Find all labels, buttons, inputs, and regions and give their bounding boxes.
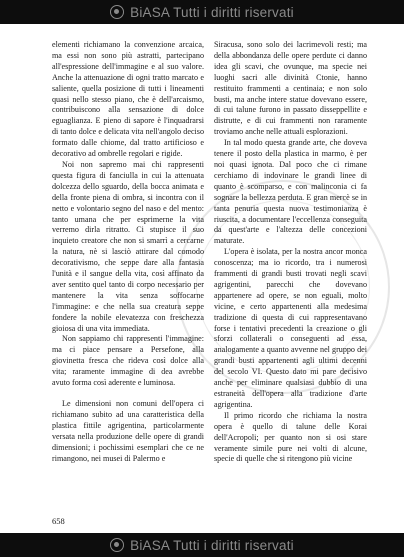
paragraph: Non sappiamo chi rappresenti l'immagine: ma ci piace pensare a Persefone, alla giovinetta fresca che rideva così dolce alla vita; raramente immagine di dea avrebbe avuto forma così aderente e luminosa. bbox=[52, 334, 204, 388]
text-column-right bbox=[214, 40, 367, 465]
watermark-banner-top bbox=[0, 0, 404, 24]
paragraph: Le dimensioni non comuni dell'opera ci richiamano subito ad una caratteristica della plastica fittile agrigentina, particolarmente versata nella produzione delle opere di grandi dimensioni; i pochissimi esemplari che ce ne rimangono, nei musei di Palermo e bbox=[52, 399, 204, 463]
paragraph: L'opera è isolata, per la nostra ancor monca conoscenza; ma io ricordo, tra i numerosi frammenti di grandi busti trovati negli scavi agrigentini, parecchi che dovevano appartenere ad opere, se non eguali, molto vicine, e certo appartenenti alla medesima tradizione di questa di cui rappresentavano forse i tentativi precedenti la creazione o gli sforzi collaterali o conseguenti ad essa, analogamente a quanto avvenne nel gruppo dei grandi busti appartenenti agli ultimi decenni del secolo VI. Questo dato mi pare decisivo anche per eliminare qualsiasi dubbio di una estraneità dell'opera alla tradizione d'arte agrigentina. bbox=[214, 247, 367, 409]
page-number: 658 bbox=[52, 516, 65, 526]
watermark-banner-bottom bbox=[0, 533, 404, 557]
paragraph: In tal modo questa grande arte, che doveva tenere il posto della plastica in marmo, è per noi quasi ignota. Dal poco che ci rimane cerchiamo di indovinare le grandi linee di quanto è scomparso, e con malinconia ci fa sognare la bellezza perduta. E gran mercè se in tanta penuria questa nuova testimonianza è riuscita, a documentare l'eccellenza conseguita da quest'arte e l'altezza delle concezioni maturate. bbox=[214, 138, 367, 246]
watermark-text-bottom: BiASA Tutti i diritti riservati bbox=[130, 537, 294, 553]
paragraph: Siracusa, sono solo dei lacrimevoli resti; ma della abbondanza delle opere perdute ci danno idea gli scavi, che ovunque, ma specie nei luoghi sacri alle divinità Ctonie, hanno restituito frammenti a centinaia; e non solo busti, ma anche intere statue dovevano essere, di cui talune furono in passato disseppellite e distrutte, e di cui frammenti non raramente troviamo anche nelle attuali esplorazioni. bbox=[214, 40, 367, 137]
text-column-left bbox=[52, 40, 204, 464]
paragraph: elementi richiamano la convenzione arcaica, ma essi non sono più astratti, partecipano all'espressione dell'immagine e al suo valore. Anche la attenuazione di ogni tratto marcato e saliente, quella posizione di tutti i lineamenti quasi nello stesso piano, che è dell'arcaismo, contribuiscono alla sensazione di dolce eguaglianza. E pieno di sapore è l'inquadrarsi di tanto dolce e delicata vita nell'angolo deciso formato dalle chiome, dal tratto artificioso e decorativo ad ombrelle regolari e rigide. bbox=[52, 40, 204, 159]
watermark-text-top: BiASA Tutti i diritti riservati bbox=[130, 4, 294, 20]
biasa-logo-icon bbox=[110, 5, 124, 19]
paragraph: Il primo ricordo che richiama la nostra opera è quello di talune delle Korai dell'Acropoli; per quanto non si osi stare veramente simile pure nei volti di alcune, specie di quelle che si ritengono più vicine bbox=[214, 410, 367, 464]
paragraph: Noi non sapremo mai chi rappresenti questa figura di fanciulla in cui la attenuata dolcezza dello sguardo, della bocca animata e della fronte piena di ombra, si incontra con il netto e volontario segno del naso e del mento: tanto umana che per esprimerne la vita verremo dirla ritratto. Ci stupisce il suo inquieto creatore che non si smarrì a cercarne la natura, nè si lasciò attirare dal comodo decorativismo, che seppe dare alla fantasia l'unità e il sangue della vita, così affinato da aver sentito quel tanto di corpo necessario per mantenere la vita senza soffocarne l'immagine: e che nella sua creatura seppe fondere la nobile elevatezza con freschezza gioiosa di una vita immediata. bbox=[52, 159, 204, 333]
biasa-logo-icon bbox=[110, 538, 124, 552]
